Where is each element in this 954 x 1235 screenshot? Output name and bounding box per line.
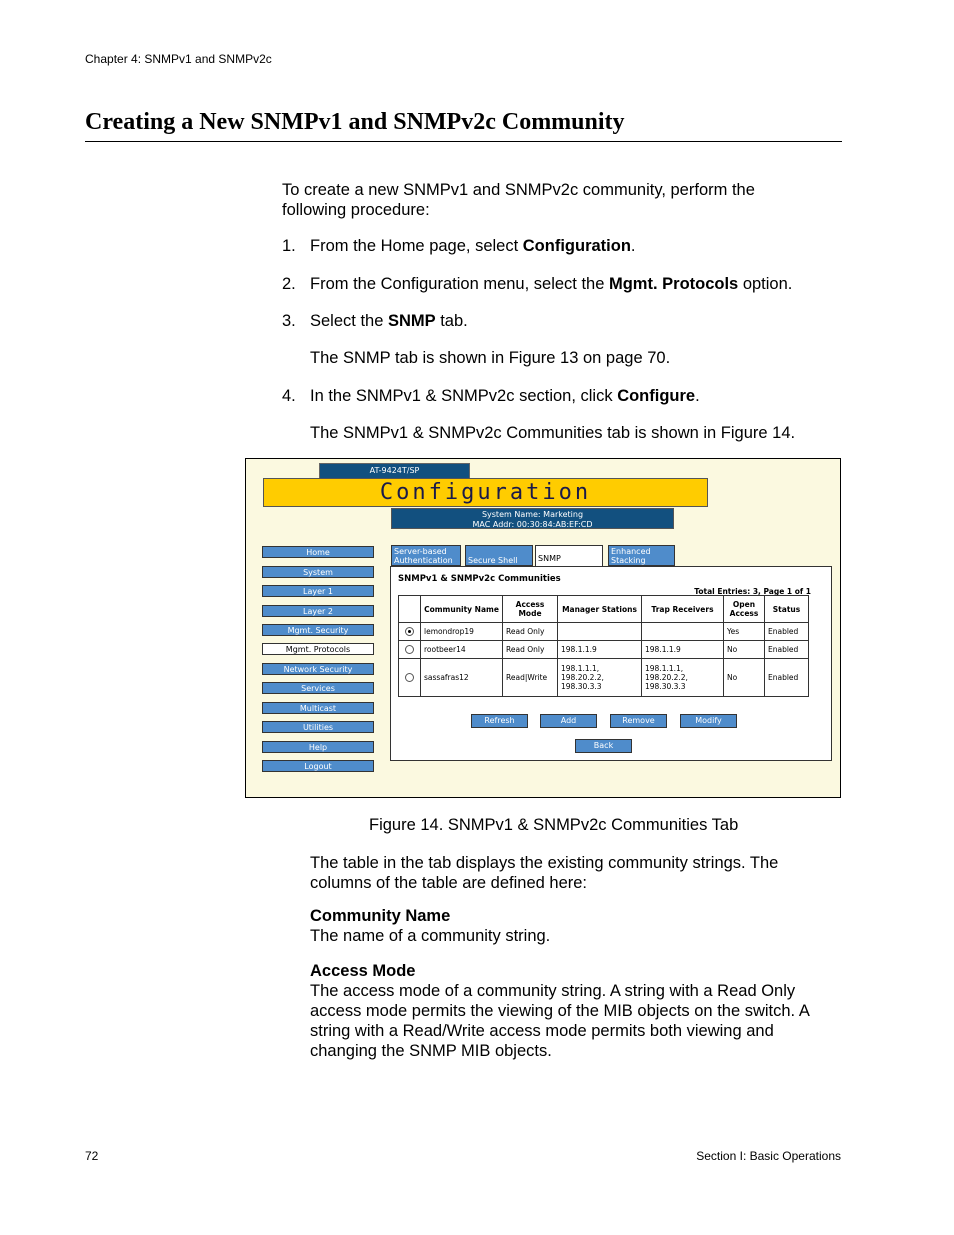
- step-emphasis: Configure: [617, 387, 696, 405]
- nav-logout-button[interactable]: Logout: [262, 760, 374, 772]
- figure-screenshot: [245, 458, 841, 798]
- cell: 198.1.1.1, 198.20.2.2, 198.30.3.3: [642, 659, 724, 697]
- step-2: [282, 274, 792, 294]
- table-row[interactable]: [399, 623, 809, 641]
- nav-system-button[interactable]: System: [262, 566, 374, 578]
- step-number: 2.: [282, 275, 296, 293]
- cell: lemondrop19: [421, 623, 503, 641]
- tab-server-auth[interactable]: Server-based Authentication: [391, 545, 461, 566]
- step-3: [282, 311, 468, 331]
- add-button[interactable]: Add: [540, 714, 597, 728]
- running-header: Chapter 4: SNMPv1 and SNMPv2c: [85, 52, 272, 66]
- cell: Enabled: [765, 641, 809, 659]
- nav-mgmt-protocols-button[interactable]: Mgmt. Protocols: [262, 643, 374, 655]
- step-1: [282, 236, 636, 256]
- tab-snmp[interactable]: SNMP: [535, 545, 603, 568]
- intro-paragraph: To create a new SNMPv1 and SNMPv2c community, perform the following procedure:: [282, 181, 755, 219]
- communities-table: [398, 595, 809, 697]
- cell: Read|Write: [503, 659, 558, 697]
- system-info-box: [391, 508, 674, 529]
- step-3-note: The SNMP tab is shown in Figure 13 on page 70.: [310, 349, 671, 367]
- table-description: The table in the tab displays the existing community strings. The columns of the table are defined here:: [310, 854, 779, 892]
- mac-address: MAC Addr: 00:30:84:AB:EF:CD: [472, 519, 593, 529]
- step-text: From the Home page, select: [310, 237, 523, 255]
- cell: Read Only: [503, 641, 558, 659]
- definition-community-name: The name of a community string.: [310, 927, 551, 945]
- cell: [558, 623, 642, 641]
- nav-layer2-button[interactable]: Layer 2: [262, 605, 374, 617]
- table-row[interactable]: [399, 641, 809, 659]
- page-number: 72: [85, 1149, 99, 1163]
- step-emphasis: Mgmt. Protocols: [608, 275, 739, 293]
- communities-panel: [390, 566, 832, 761]
- row-radio[interactable]: [405, 627, 414, 636]
- column-header: Open Access: [724, 596, 765, 623]
- modify-button[interactable]: Modify: [680, 714, 737, 728]
- cell: rootbeer14: [421, 641, 503, 659]
- column-header: Community Name: [421, 596, 503, 623]
- column-header: Status: [765, 596, 809, 623]
- cell: Read Only: [503, 623, 558, 641]
- nav-network-security-button[interactable]: Network Security: [262, 663, 374, 675]
- step-text-end: option.: [738, 275, 793, 293]
- remove-button[interactable]: Remove: [610, 714, 667, 728]
- section-footer: Section I: Basic Operations: [696, 1149, 841, 1163]
- nav-utilities-button[interactable]: Utilities: [262, 721, 374, 733]
- term-access-mode: Access Mode: [310, 962, 416, 980]
- step-text-end: .: [695, 387, 700, 405]
- model-tab[interactable]: AT-9424T/SP: [319, 463, 470, 479]
- definition-access-mode: The access mode of a community string. A string with a Read Only access mode permits the viewing of the MIB objects on the switch. A string with a Read/Write access mode permits both viewing and changing the SNMP MIB objects.: [310, 982, 809, 1060]
- cell: Enabled: [765, 659, 809, 697]
- figure-caption: Figure 14. SNMPv1 & SNMPv2c Communities Tab: [369, 816, 739, 834]
- step-emphasis: SNMP: [387, 312, 436, 330]
- panel-title: SNMPv1 & SNMPv2c Communities: [398, 574, 561, 584]
- select-column-header: [399, 596, 421, 623]
- nav-mgmt-security-button[interactable]: Mgmt. Security: [262, 624, 374, 636]
- column-header: Manager Stations: [558, 596, 642, 623]
- tab-secure-shell[interactable]: Secure Shell: [465, 545, 533, 566]
- nav-multicast-button[interactable]: Multicast: [262, 702, 374, 714]
- step-number: 1.: [282, 237, 296, 255]
- nav-services-button[interactable]: Services: [262, 682, 374, 694]
- term-community-name: Community Name: [310, 907, 451, 925]
- row-radio[interactable]: [405, 645, 414, 654]
- step-text: Select the: [310, 312, 388, 330]
- step-text-end: tab.: [435, 312, 468, 330]
- step-text-end: .: [630, 237, 636, 255]
- step-number: 4.: [282, 387, 296, 405]
- cell: 198.1.1.9: [558, 641, 642, 659]
- refresh-button[interactable]: Refresh: [471, 714, 528, 728]
- entries-count: Total Entries: 3, Page 1 of 1: [694, 587, 811, 596]
- cell: No: [724, 659, 765, 697]
- step-text: From the Configuration menu, select the: [310, 275, 609, 293]
- nav-layer1-button[interactable]: Layer 1: [262, 585, 374, 597]
- table-row[interactable]: [399, 659, 809, 697]
- cell: No: [724, 641, 765, 659]
- row-radio[interactable]: [405, 673, 414, 682]
- configuration-banner: Configuration: [263, 478, 708, 507]
- section-title: Creating a New SNMPv1 and SNMPv2c Community: [85, 108, 842, 142]
- cell: 198.1.1.1, 198.20.2.2, 198.30.3.3: [558, 659, 642, 697]
- nav-help-button[interactable]: Help: [262, 741, 374, 753]
- step-emphasis: Configuration: [522, 237, 631, 255]
- step-number: 3.: [282, 312, 296, 330]
- step-4-note: The SNMPv1 & SNMPv2c Communities tab is shown in Figure 14.: [310, 424, 796, 442]
- cell: [642, 623, 724, 641]
- column-header: Trap Receivers: [642, 596, 724, 623]
- cell: 198.1.1.9: [642, 641, 724, 659]
- system-name: System Name: Marketing: [481, 510, 584, 519]
- table-header-row: [399, 596, 809, 623]
- cell: Enabled: [765, 623, 809, 641]
- tab-enhanced-stacking[interactable]: Enhanced Stacking: [608, 545, 675, 566]
- cell: sassafras12: [421, 659, 503, 697]
- step-4: [282, 386, 700, 406]
- nav-home-button[interactable]: Home: [262, 546, 374, 558]
- cell: Yes: [724, 623, 765, 641]
- column-header: Access Mode: [503, 596, 558, 623]
- back-button[interactable]: Back: [575, 739, 632, 753]
- step-text: In the SNMPv1 & SNMPv2c section, click: [310, 387, 618, 405]
